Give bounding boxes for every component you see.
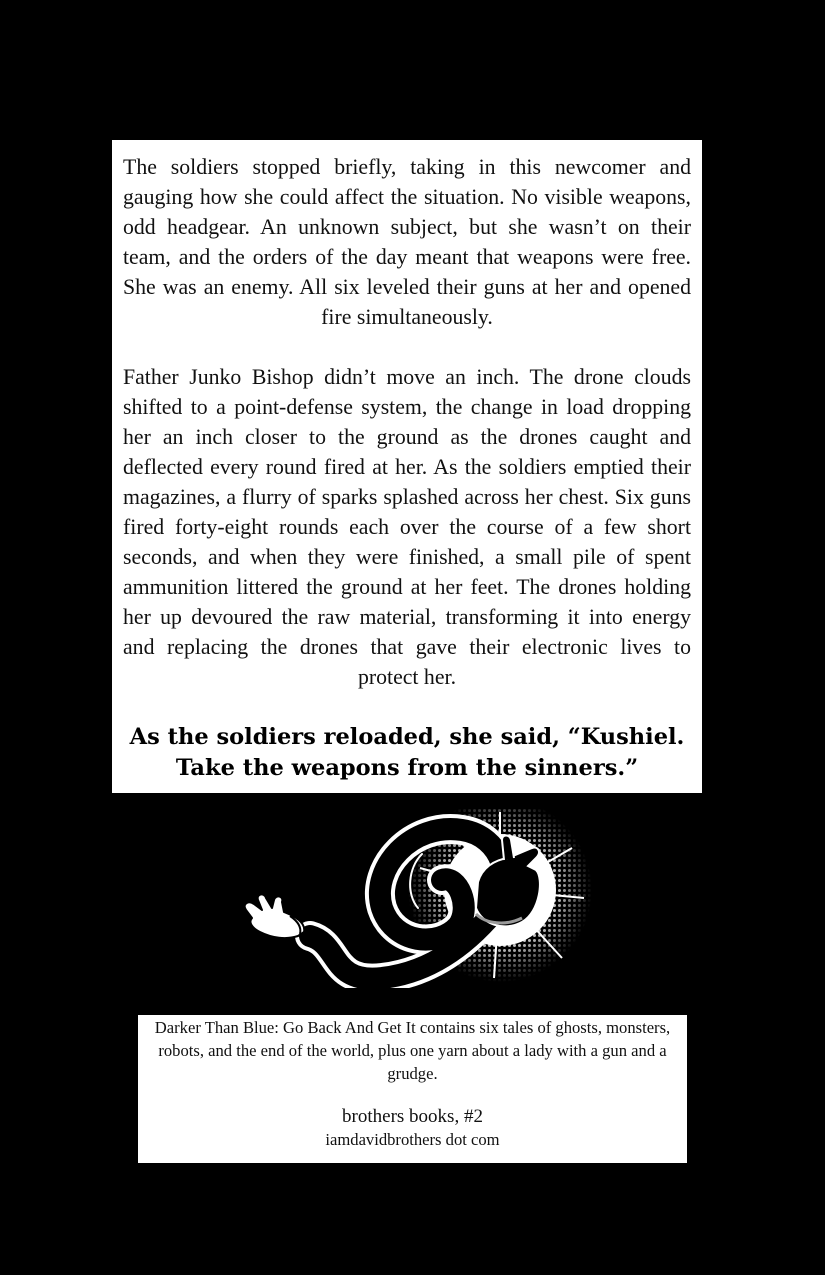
website-text: iamdavidbrothers dot com [325,1130,500,1149]
series-title: brothers books, #2 [342,1106,483,1127]
book-info-panel [138,1015,687,1163]
ribbon-arm-glowing-hand-illustration [232,808,592,988]
excerpt-paragraph-2: Father Junko Bishop didn’t move an inch. The drone clouds shifted to a point-defense system, the change in load dropping her an inch closer to the ground as the drones caught and deflected every round fired at her. As the soldiers emptied their magazines, a flurry of sparks splashed across her chest. Six guns fired forty-eight rounds each over the course of a few short seconds, and when they were finished, a small pile of spent ammunition littered the ground at her feet. The drones holding her up devoured the raw material, transforming it into energy and replacing the drones that gave their electronic lives to protect her. [123,365,691,689]
excerpt-panel [112,140,702,793]
excerpt-paragraph-1: The soldiers stopped briefly, taking in this newcomer and gauging how she could affect the situation. No visible weapons, odd headgear. An unknown subject, but she wasn’t on their team, and the orders of the day meant that weapons were free. She was an enemy. All six leveled their guns at her and opened fire simultaneously. [123,155,691,329]
book-blurb: Darker Than Blue: Go Back And Get It contains six tales of ghosts, monsters, robots, and the end of the world, plus one yarn about a lady with a gun and a grudge. [154,1018,671,1083]
waving-hand [245,894,305,938]
excerpt-bold-quote: As the soldiers reloaded, she said, “Kushiel. Take the weapons from the sinners.” [129,724,685,781]
